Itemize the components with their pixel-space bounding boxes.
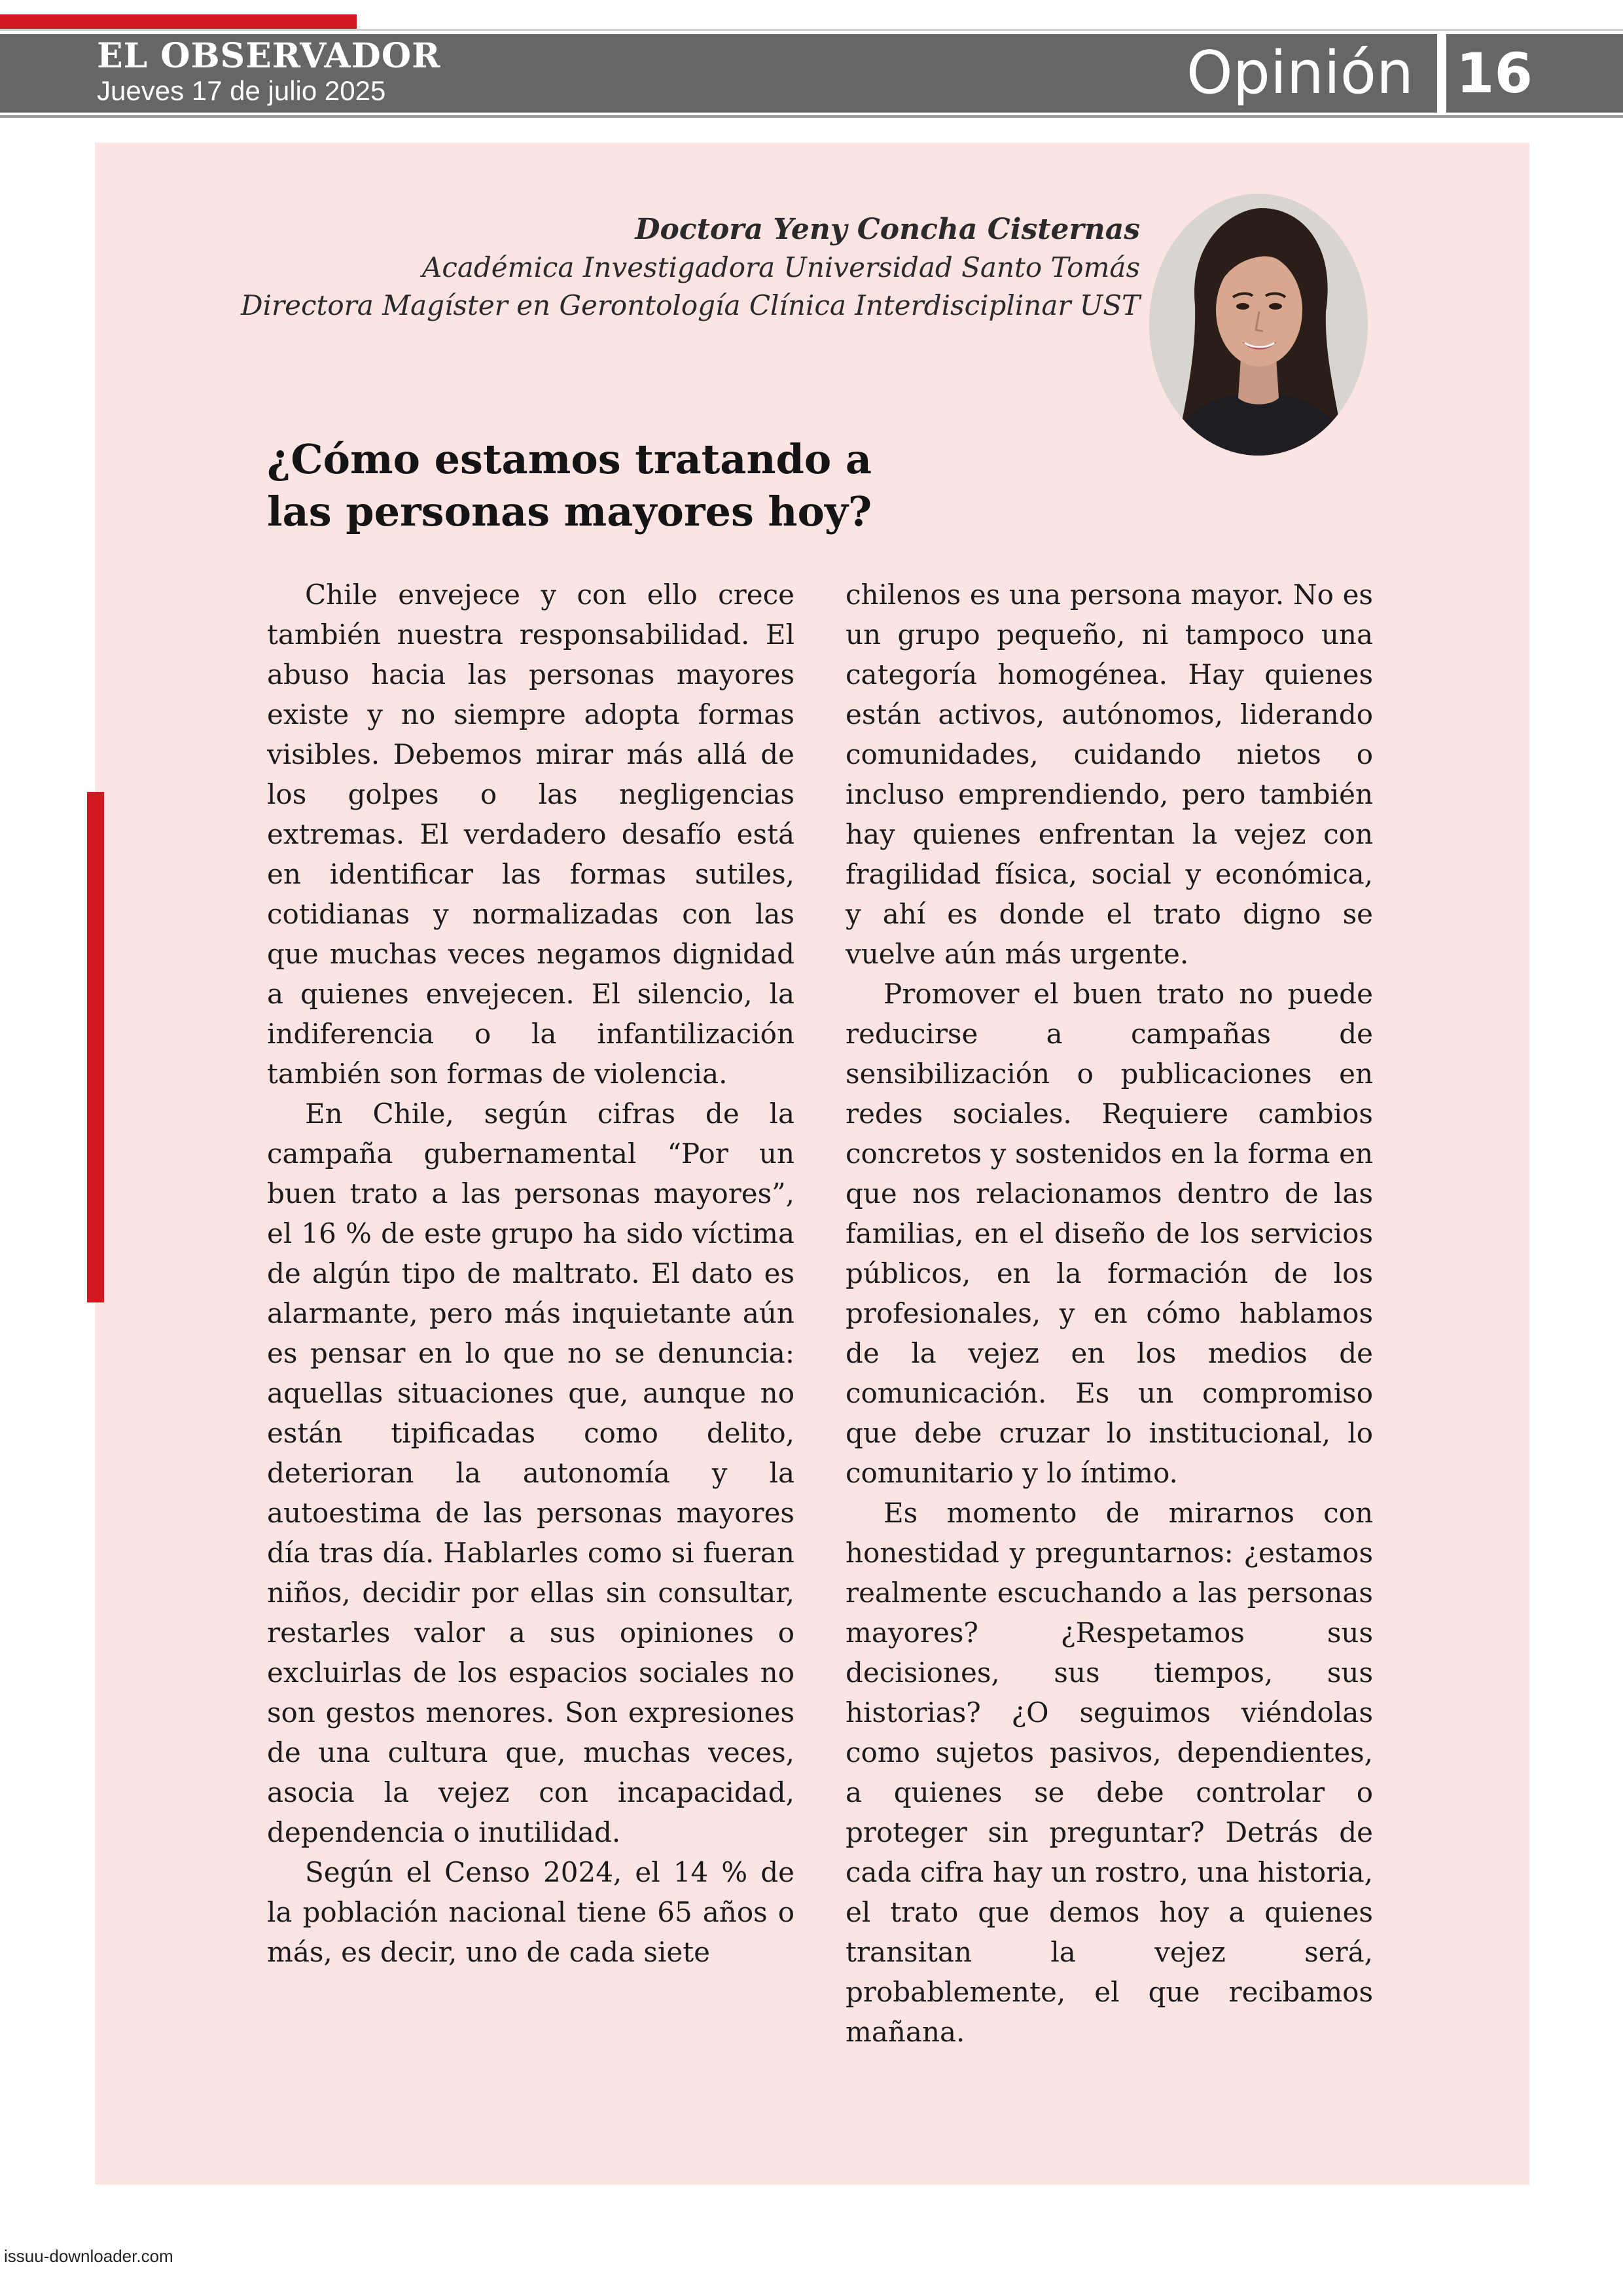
section-divider [1437, 34, 1446, 118]
red-accent-bar [87, 792, 104, 1302]
source-watermark: issuu-downloader.com [4, 2246, 173, 2266]
newspaper-name: EL OBSERVADOR [97, 36, 441, 76]
top-red-bar [0, 14, 357, 29]
article-column-left [267, 575, 794, 1972]
top-divider [0, 29, 1623, 31]
section-name: Opinión [1186, 39, 1414, 107]
paragraph: Es momento de mirarnos con honestidad y preguntarnos: ¿estamos realmente escuchando a las personas mayores? ¿Respetamos sus decisiones, sus tiempos, sus historias? ¿O seguimos viéndolas como sujetos pasivos, dependientes, a quienes se debe controlar o proteger sin preguntar? Detrás de cada cifra hay un rostro, una historia, el trato que demos hoy a quienes transitan la vejez será, probablemente, el que recibamos mañana. [846, 1497, 1373, 2048]
author-name: Doctora Yeny Concha Cisternas [635, 213, 1140, 246]
article-headline: ¿Cómo estamos tratando a las personas mayores hoy? [267, 435, 872, 535]
page-number: 16 [1456, 41, 1533, 105]
author-role-1: Académica Investigadora Universidad Santo Tomás [422, 251, 1140, 283]
author-role-2: Directora Magíster en Gerontología Clínica Interdisciplinar UST [240, 289, 1140, 321]
issue-date: Jueves 17 de julio 2025 [97, 75, 386, 106]
article-column-right [846, 575, 1373, 2052]
author-portrait [1149, 194, 1368, 456]
paragraph: Promover el buen trato no puede reducirse a campañas de sensibilización o publicaciones en redes sociales. Requiere cambios concretos y sostenidos en la forma en que nos relacionamos dentro de las familias, en el diseño de los servicios públicos, en la formación de los profesionales, y en cómo hablamos de la vejez en los medios de comunicación. Es un compromiso que debe cruzar lo institucional, lo comunitario y lo íntimo. [846, 978, 1373, 1489]
paragraph: Chile envejece y con ello crece también nuestra responsabilidad. El abuso hacia las personas mayores existe y no siempre adopta formas visibles. Debemos mirar más allá de los golpes o las negligencias extremas. El verdadero desafío está en identificar las formas sutiles, cotidianas y normalizadas con las que muchas veces negamos dignidad a quienes envejecen. El silencio, la indiferencia o la infantilización también son formas de violencia. [267, 579, 794, 1090]
paragraph: chilenos es una persona mayor. No es un grupo pequeño, ni tampoco una categoría homogénea. Hay quienes están activos, autónomos, liderando comunidades, cuidando nietos o incluso emprendiendo, pero también hay quienes enfrentan la vejez con fragilidad física, social y económica, y ahí es donde el trato digno se vuelve aún más urgente. [846, 579, 1373, 970]
paragraph: Según el Censo 2024, el 14 % de la población nacional tiene 65 años o más, es decir, uno de cada siete [267, 1856, 794, 1968]
paragraph: En Chile, según cifras de la campaña gubernamental “Por un buen trato a las personas mayores”, el 16 % de este grupo ha sido víctima de algún tipo de maltrato. El dato es alarmante, pero más inquietante aún es pensar en lo que no se denuncia: aquellas situaciones que, aunque no están tipificadas como delito, deterioran la autonomía y la autoestima de las personas mayores día tras día. Hablarles como si fueran niños, decidir por ellas sin consultar, restarles valor a sus opiniones o excluirlas de los espacios sociales no son gestos menores. Son expresiones de una cultura que, muchas veces, asocia la vejez con incapacidad, dependencia o inutilidad. [267, 1098, 794, 1848]
portrait-illustration [1149, 194, 1368, 456]
byline [241, 211, 1140, 325]
header-bottom-line [0, 115, 1623, 118]
